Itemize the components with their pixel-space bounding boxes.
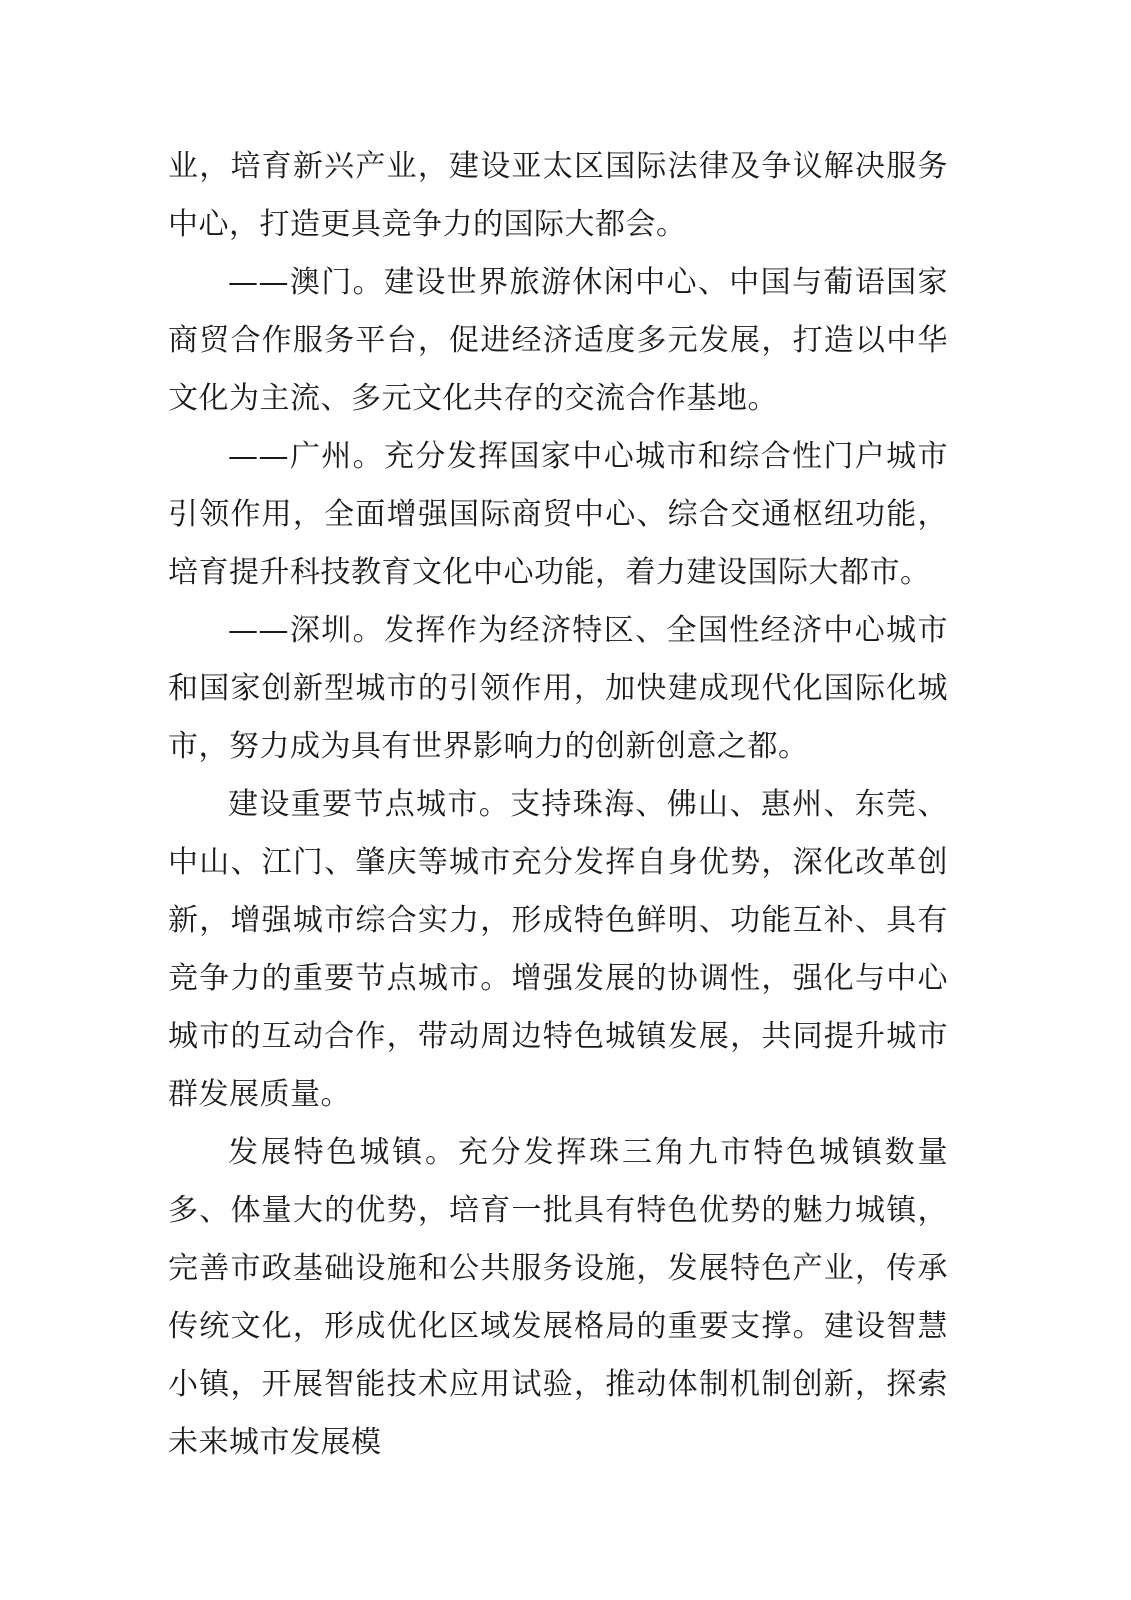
paragraph-guangzhou: ——广州。充分发挥国家中心城市和综合性门户城市引领作用，全面增强国际商贸中心、综合交通枢纽功能，培育提升科技教育文化中心功能，着力建设国际大都市。 xyxy=(168,439,948,590)
paragraph-macau: ——澳门。建设世界旅游休闲中心、中国与葡语国家商贸合作服务平台，促进经济适度多元发展，打造以中华文化为主流、多元文化共存的交流合作基地。 xyxy=(168,265,948,416)
body-text xyxy=(168,138,948,1472)
paragraph-shenzhen: ——深圳。发挥作为经济特区、全国性经济中心城市和国家创新型城市的引领作用，加快建成现代化国际化城市，努力成为具有世界影响力的创新创意之都。 xyxy=(168,613,948,764)
paragraph-featured-towns: 发展特色城镇。充分发挥珠三角九市特色城镇数量多、体量大的优势，培育一批具有特色优势的魅力城镇，完善市政基础设施和公共服务设施，发展特色产业，传承传统文化，形成优化区域发展格局的重要支撑。建设智慧小镇，开展智能技术应用试验，推动体制机制创新，探索未来城市发展模 xyxy=(168,1135,948,1460)
paragraph-node-cities: 建设重要节点城市。支持珠海、佛山、惠州、东莞、中山、江门、肇庆等城市充分发挥自身优势，深化改革创新，增强城市综合实力，形成特色鲜明、功能互补、具有竞争力的重要节点城市。增强发展的协调性，强化与中心城市的互动合作，带动周边特色城镇发展，共同提升城市群发展质量。 xyxy=(168,787,948,1112)
paragraph-continuation: 业，培育新兴产业，建设亚太区国际法律及争议解决服务中心，打造更具竞争力的国际大都会。 xyxy=(168,149,948,242)
